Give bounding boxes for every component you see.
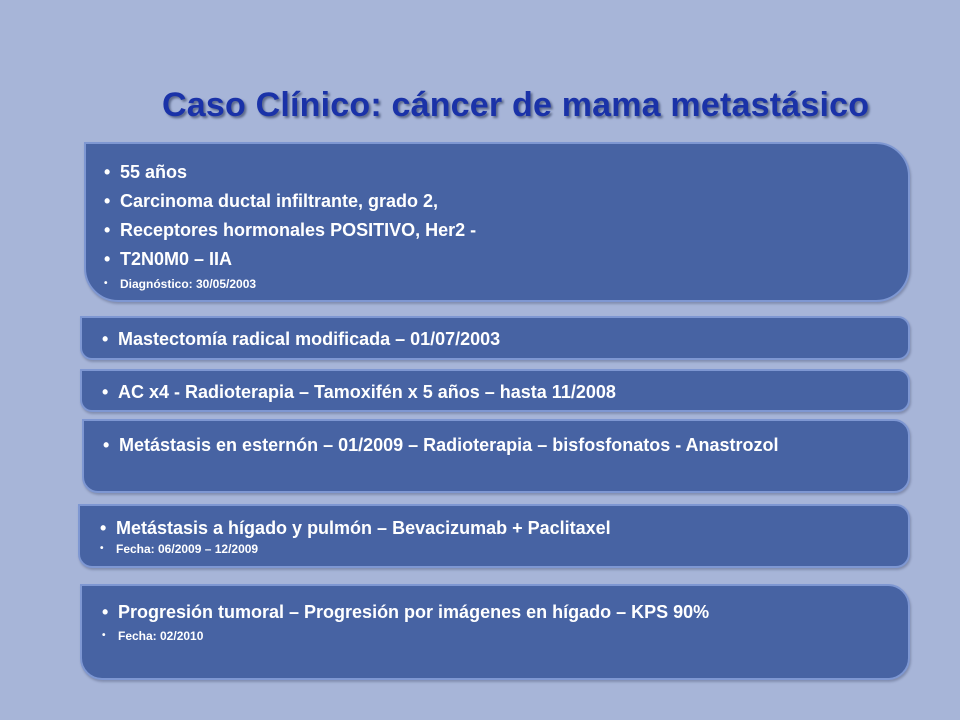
visceral-metastasis-list [116,517,908,559]
bullet-adjuvant-treatment: • AC x4 - Radioterapia – Tamoxifén x 5 años – hasta 11/2008 [118,381,908,403]
bullet-receptors: • Receptores hormonales POSITIVO, Her2 - [120,216,908,245]
bullet-visceral-metastasis: • Metástasis a hígado y pulmón – Bevacizumab + Paclitaxel [116,517,908,539]
bullet-bone-metastasis: • Metástasis en esternón – 01/2009 – Radioterapia – bisfosfonatos - Anastrozol [119,433,859,457]
bullet-diagnosis-date: • Diagnóstico: 30/05/2003 [120,274,908,294]
bullet-age: • 55 años [120,158,908,187]
bullet-progression: • Progresión tumoral – Progresión por imágenes en hígado – KPS 90% [118,599,858,625]
bone-metastasis-box [82,419,910,493]
bullet-histology: • Carcinoma ductal infiltrante, grado 2, [120,187,908,216]
patient-summary-list [120,158,908,294]
adjuvant-treatment-box [80,369,910,412]
patient-summary-box [84,142,910,302]
visceral-metastasis-box [78,504,910,568]
adjuvant-treatment-list [118,381,908,403]
bullet-mastectomy: • Mastectomía radical modificada – 01/07/2003 [118,328,908,350]
progression-list [118,599,908,647]
surgery-box [80,316,910,360]
surgery-list [118,328,908,350]
bullet-progression-date: • Fecha: 02/2010 [118,625,908,647]
bullet-staging: • T2N0M0 – IIA [120,245,908,274]
progression-box [80,584,910,680]
bone-metastasis-list [119,433,908,457]
slide-title: Caso Clínico: cáncer de mama metastásico [162,86,870,124]
bullet-visceral-metastasis-date: • Fecha: 06/2009 – 12/2009 [116,539,908,559]
